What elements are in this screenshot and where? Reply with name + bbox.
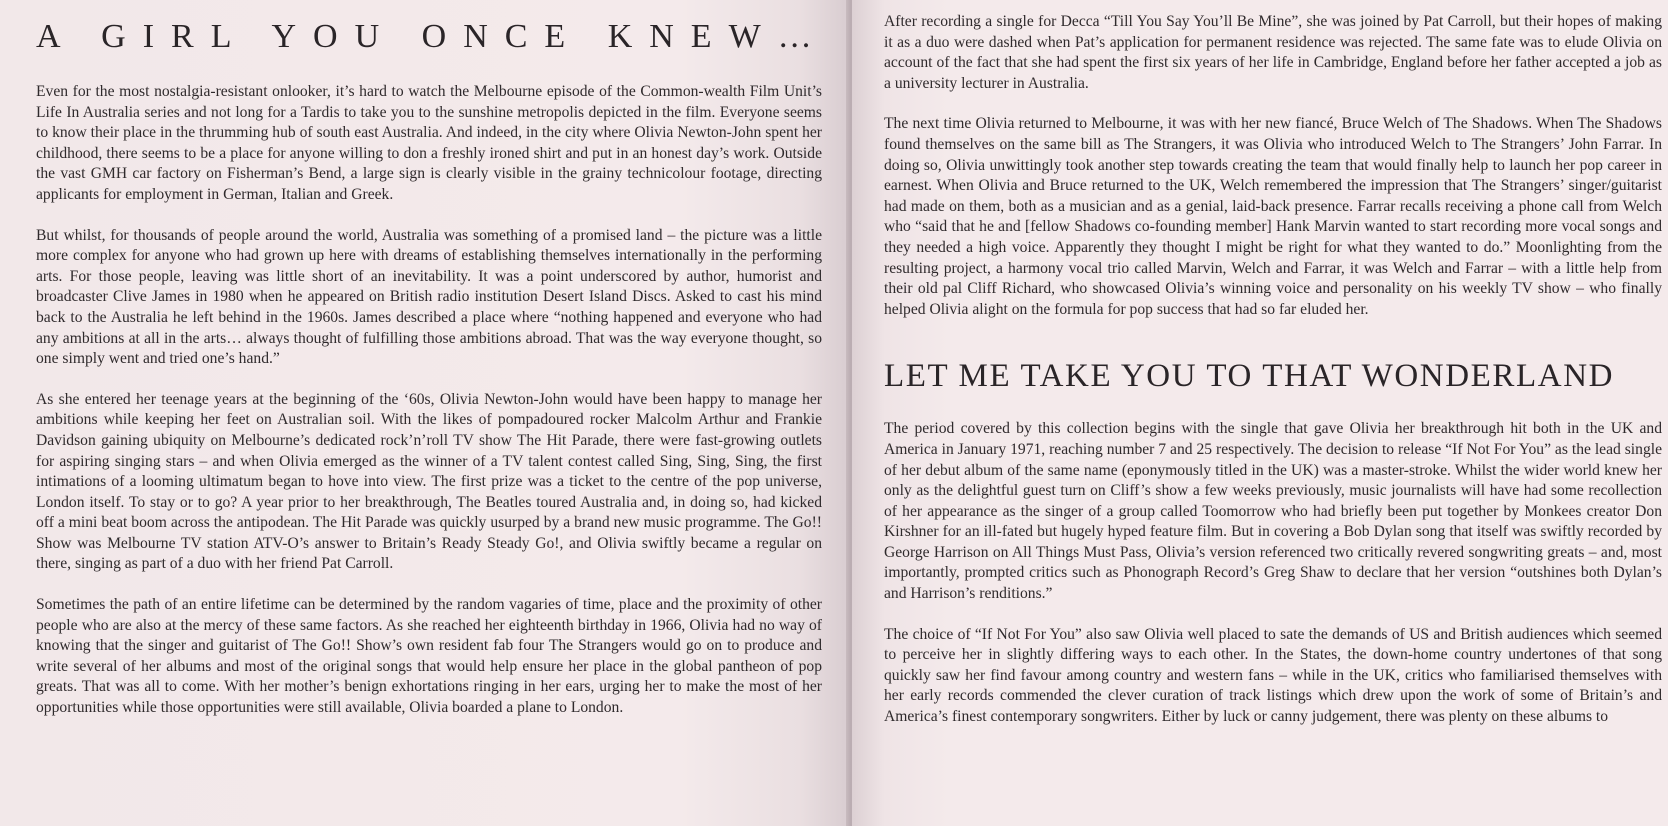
body-paragraph: Even for the most nostalgia-resistant onlooker, it’s hard to watch the Melbourne episode of the Common-wealth Film Unit’s Life In Australia series and not long for a Tardis to take you to the sunshine metropolis depicted in the film. Everyone seems to know their place in the thrumming hub of south east Australia. And indeed, in the city where Olivia Newton-John spent her childhood, there seems to be a place for anyone willing to don a freshly ironed shirt and put in an honest day’s work. Outside the vast GMH car factory on Fisherman’s Bend, a large sign is clearly visible in the grainy technicolour footage, directing applicants for employment in German, Italian and Greek. xyxy=(36,83,822,203)
section-heading-wonderland: LET ME TAKE YOU TO THAT WONDERLAND xyxy=(884,358,1615,395)
body-paragraph: The period covered by this collection begins with the single that gave Olivia her breakthrough hit both in the UK and America in January 1971, reaching number 7 and 25 respectively. The decision to release “If Not For You” as the lead single of her debut album of the same name (eponymously titled in the UK) was a master-stroke. Whilst the wider world knew her only as the delightful guest turn on Cliff’s show a few weeks previously, music journalists will have had some recollection of her appearance as the singer of a group called Toomorrow who had briefly been put together by Monkees creator Don Kirshner for an ill-fated but hugely hyped feature film. But in covering a Bob Dylan song that itself was swiftly recorded by George Harrison on All Things Must Pass, Olivia’s version referenced two critically revered songwriting greats – and, most importantly, prompted critics such as Phonograph Record’s Greg Shaw to declare that her version “outshines both Dylan’s and Harrison’s renditions.” xyxy=(884,420,1662,603)
right-page xyxy=(852,0,1668,826)
body-paragraph: The choice of “If Not For You” also saw Olivia well placed to sate the demands of US and British audiences which seemed to perceive her in slightly differing ways to each other. In the States, the down-home country undertones of that song quickly saw her find favour among country and western fans – while in the UK, critics who familiarised themselves with her early records commended the clever curation of track listings which drew upon the work of some of Britain’s and America’s finest contemporary songwriters. Either by luck or canny judgement, there was plenty on these albums to xyxy=(884,625,1662,726)
body-paragraph: But whilst, for thousands of people around the world, Australia was something of a promised land – the picture was a little more complex for anyone who had grown up here with dreams of establishing themselves internationally in the performing arts. For those people, leaving was little short of an inevitability. It was a point underscored by author, humorist and broadcaster Clive James in 1980 when he appeared on British radio institution Desert Island Discs. Asked to cast his mind back to the Australia he left behind in the 1960s. James described a place where “nothing happened and everyone who had any ambitions at all in the arts… always thought of fulfilling those ambitions abroad. That was the way everyone thought, so one simply went and tried one’s hand.” xyxy=(36,226,822,368)
spacer xyxy=(884,340,1662,358)
body-paragraph: After recording a single for Decca “Till You Say You’ll Be Mine”, she was joined by Pat Carroll, but their hopes of making it as a duo were dashed when Pat’s application for permanent residence was rejected. The same fate was to elude Olivia on account of the fact that she had spent the first six years of her life in Cambridge, England before her father accepted a job as a university lecturer in Australia. xyxy=(884,13,1662,92)
body-paragraph: Sometimes the path of an entire lifetime can be determined by the random vagaries of time, place and the proximity of other people who are also at the mercy of these same factors. As she reached her eighteenth birthday in 1966, Olivia had no way of knowing that the singer and guitarist of The Go!! Show’s own resident fab four The Strangers would go on to produce and write several of her albums and most of the original songs that would help ensure her place in the global pantheon of pop greats. That was all to come. With her mother’s benign exhortations ringing in her ears, urging her to make the most of her opportunities while those opportunities were still available, Olivia boarded a plane to London. xyxy=(36,596,822,717)
section-heading-a-girl-you-once-knew: A GIRL YOU ONCE KNEW… xyxy=(36,18,829,55)
body-paragraph: The next time Olivia returned to Melbourne, it was with her new fiancé, Bruce Welch of The Shadows. When The Shadows found themselves on the same bill as The Strangers, it was Olivia who introduced Welch to The Strangers’ John Farrar. In doing so, Olivia unwittingly took another step towards creating the team that would finally help to launch her pop career in earnest. When Olivia and Bruce returned to the UK, Welch remembered the impression that The Strangers’ singer/guitarist had made on them, both as a musician and as a genial, laid-back presence. Farrar recalls receiving a phone call from Welch who “said that he and [fellow Shadows co-founding member] Hank Marvin wanted to start recording more vocal songs and they needed a high voice. Apparently they thought I might be right for what they wanted to do.” Moonlighting from the resulting project, a harmony vocal trio called Marvin, Welch and Farrar, it was Welch and Farrar – with a little help from their old pal Cliff Richard, who showcased Olivia’s winning voice and personality on his weekly TV show – who finally helped Olivia alight on the formula for pop success that had so far eluded her. xyxy=(884,115,1662,318)
body-paragraph: As she entered her teenage years at the beginning of the ‘60s, Olivia Newton-John would have been happy to manage her ambitions while keeping her feet on Australian soil. With the likes of pompadoured rocker Malcolm Arthur and Frankie Davidson gaining ubiquity on Melbourne’s dedicated rock’n’roll TV show The Hit Parade, there were fast-growing outlets for aspiring singing stars – and when Olivia emerged as the winner of a TV talent contest called Sing, Sing, Sing, the first intimations of a looming ultimatum began to hove into view. The first prize was a ticket to the centre of the pop universe, London itself. To stay or to go? A year prior to her breakthrough, The Beatles toured Australia and, in doing so, had kicked off a mini beat boom across the antipodean. The Hit Parade was quickly usurped by a brand new music programme. The Go!! Show was Melbourne TV station ATV-O’s answer to Britain’s Ready Steady Go!, and Olivia swiftly became a regular on there, singing as part of a duo with her friend Pat Carroll. xyxy=(36,390,822,573)
